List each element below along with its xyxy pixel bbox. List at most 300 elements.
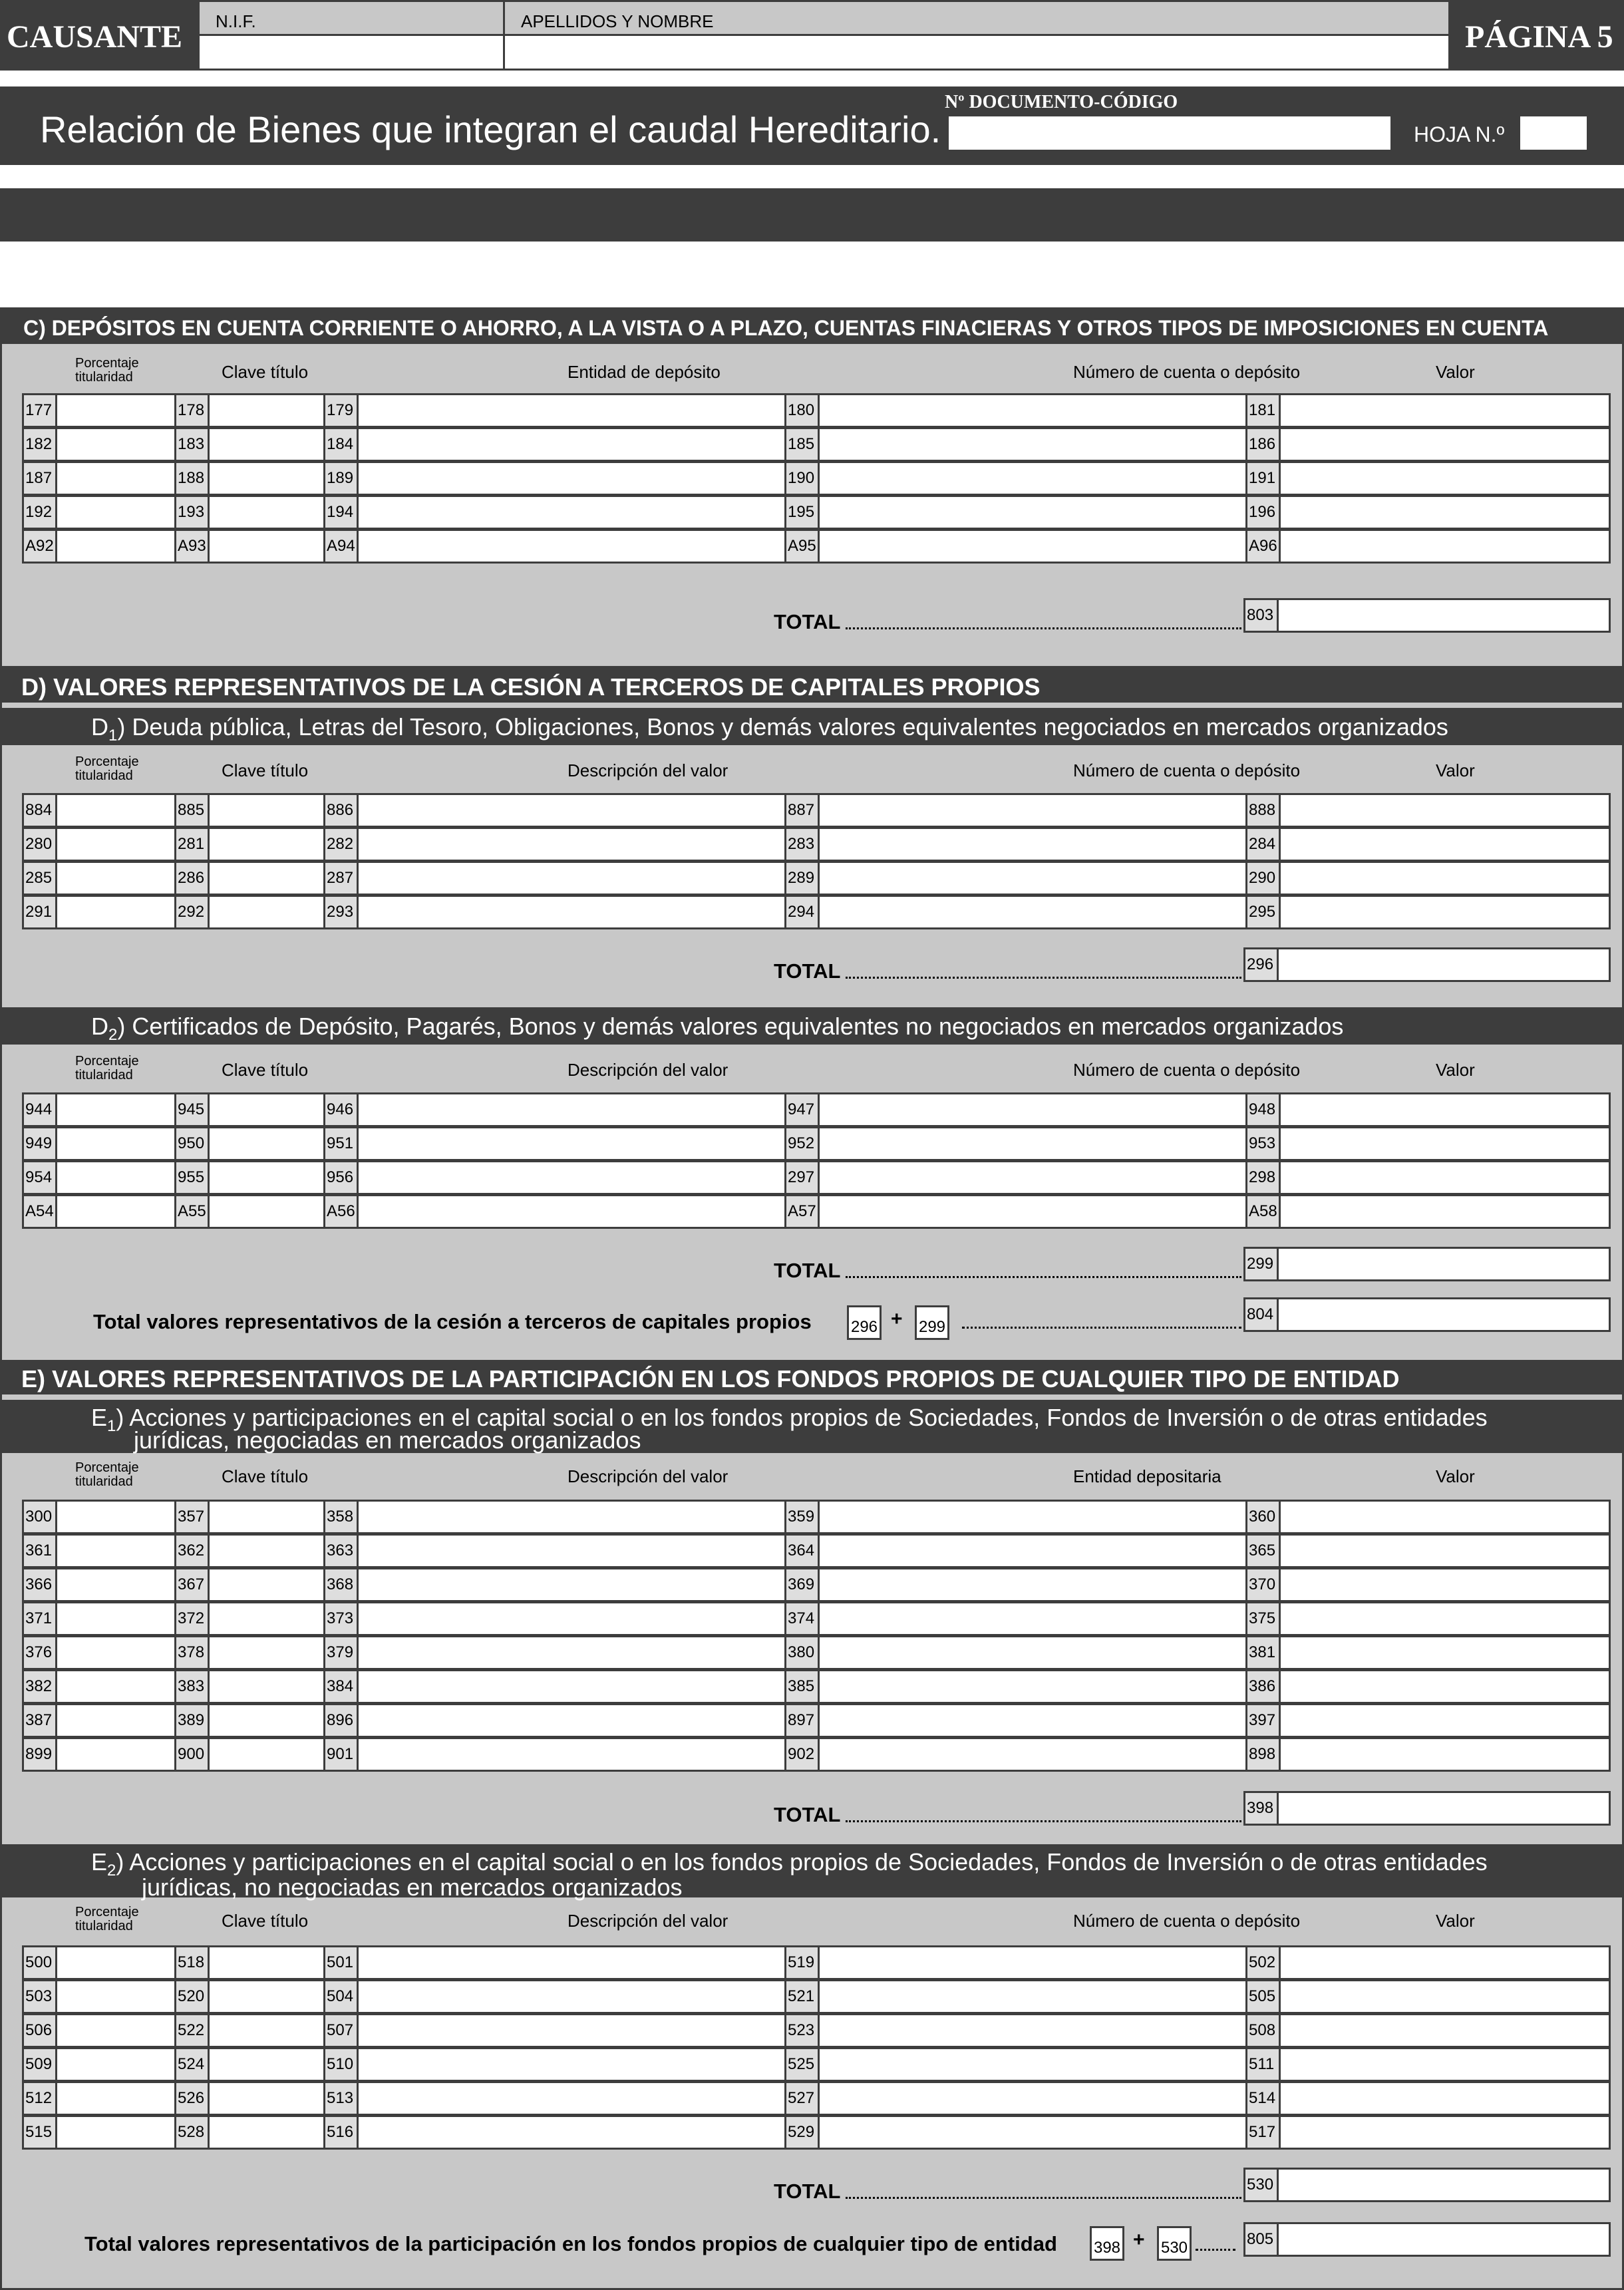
e2-row-3-code-4: 511	[1247, 2049, 1281, 2080]
c-row-1-field-2[interactable]	[323, 429, 786, 460]
e2-row-1-field-0[interactable]	[24, 1981, 174, 2012]
e2-row-1-field-1[interactable]	[174, 1981, 325, 2012]
d2-total-label: TOTAL	[774, 1259, 841, 1282]
c-total-field[interactable]	[1243, 598, 1611, 633]
blank-bar	[0, 188, 1624, 242]
d1-row-2-field-2[interactable]	[323, 863, 786, 894]
e2-row-0-code-1: 518	[176, 1947, 210, 1978]
e2-col-header-0: Porcentaje titularidad	[75, 1905, 139, 1933]
c-row-2-field-3[interactable]	[784, 463, 1247, 494]
section-e1-text: ) Acciones y participaciones en el capital social o en los fondos propios de Sociedades, Fondos de Inversión o de otras entidades	[116, 1404, 1488, 1431]
e2-col-header-4: Valor	[1436, 1911, 1475, 1931]
e1-row-2-code-3: 369	[786, 1569, 820, 1600]
c-row-1-field-1[interactable]	[174, 429, 325, 460]
e2-row-5-field-0[interactable]	[24, 2117, 174, 2148]
name-header	[503, 0, 1450, 36]
c-row-4-code-2: A94	[325, 531, 359, 562]
d2-row-2-field-3[interactable]	[784, 1162, 1247, 1193]
e1-row-7-code-4: 898	[1247, 1739, 1281, 1770]
doc-code-label: Nº DOCUMENTO-CÓDIGO	[945, 92, 1178, 112]
d1-row-2-code-1: 286	[176, 863, 210, 894]
d2-table-row	[22, 1126, 1611, 1161]
e1-row-0-code-1: 357	[176, 1502, 210, 1532]
e2-row-4-field-3[interactable]	[784, 2083, 1247, 2114]
e2-row-5-field-2[interactable]	[323, 2117, 786, 2148]
e1-row-5-code-3: 385	[786, 1671, 820, 1702]
e2-row-5-field-4[interactable]	[1245, 2117, 1615, 2148]
d2-row-0-field-2[interactable]	[323, 1094, 786, 1125]
c-col-header-0: Porcentaje titularidad	[75, 356, 139, 385]
c-row-3-field-4[interactable]	[1245, 497, 1615, 528]
e1-row-0-code-0: 300	[24, 1502, 57, 1532]
e2-row-0-code-4: 502	[1247, 1947, 1281, 1978]
section-d1-title	[91, 713, 1448, 745]
e1-row-7-field-0[interactable]	[24, 1739, 174, 1770]
d2-row-1-code-4: 953	[1247, 1128, 1281, 1159]
e1-row-0-field-3[interactable]	[784, 1502, 1247, 1532]
e1-row-0-field-0[interactable]	[24, 1502, 174, 1532]
e1-row-6-code-1: 389	[176, 1705, 210, 1736]
e1-table-row	[22, 1669, 1611, 1704]
d1-row-0-code-3: 887	[786, 795, 820, 826]
e1-row-6-field-0[interactable]	[24, 1705, 174, 1736]
c-row-3-field-1[interactable]	[174, 497, 325, 528]
e1-total-field[interactable]	[1243, 1791, 1611, 1826]
d1-row-0-code-1: 885	[176, 795, 210, 826]
e2-col-header-1: Clave título	[222, 1911, 309, 1931]
e2-row-2-field-0[interactable]	[24, 2015, 174, 2046]
banner-title: Relación de Bienes que integran el caudal Hereditario.	[40, 108, 941, 150]
d1-row-3-code-2: 293	[325, 897, 359, 927]
d1-total-code: 296	[1245, 949, 1279, 980]
d-grand-total-label: Total valores representativos de la cesión a terceros de capitales propios	[93, 1310, 812, 1333]
d2-row-3-code-3: A57	[786, 1196, 820, 1227]
e2-row-5-code-1: 528	[176, 2117, 210, 2148]
e2-row-4-field-2[interactable]	[323, 2083, 786, 2114]
d2-row-3-code-1: A55	[176, 1196, 210, 1227]
e1-row-5-code-1: 383	[176, 1671, 210, 1702]
d2-col-header-2: Descripción del valor	[568, 1060, 729, 1080]
c-row-4-field-2[interactable]	[323, 531, 786, 562]
d1-row-3-code-4: 295	[1247, 897, 1281, 927]
d1-col-header-4: Valor	[1436, 760, 1475, 780]
e2-row-3-field-4[interactable]	[1245, 2049, 1615, 2080]
d1-row-1-field-2[interactable]	[323, 829, 786, 860]
e1-table-row	[22, 1567, 1611, 1602]
e1-row-4-code-2: 379	[325, 1637, 359, 1668]
d2-row-1-field-4[interactable]	[1245, 1128, 1615, 1159]
e2-row-5-code-0: 515	[24, 2117, 57, 2148]
nif-header	[198, 0, 505, 36]
d1-table-row	[22, 861, 1611, 896]
e1-row-4-field-4[interactable]	[1245, 1637, 1615, 1668]
e1-row-6-field-4[interactable]	[1245, 1705, 1615, 1736]
section-d1-sub: 1	[108, 727, 118, 745]
e1-row-3-field-0[interactable]	[24, 1603, 174, 1634]
e2-row-4-code-3: 527	[786, 2083, 820, 2114]
e2-row-4-field-1[interactable]	[174, 2083, 325, 2114]
d2-row-1-code-2: 951	[325, 1128, 359, 1159]
e1-row-3-field-3[interactable]	[784, 1603, 1247, 1634]
hoja-field[interactable]	[1520, 116, 1587, 150]
d1-row-2-field-3[interactable]	[784, 863, 1247, 894]
e2-table-row	[22, 1979, 1611, 2014]
c-row-0-field-3[interactable]	[784, 395, 1247, 426]
e2-row-5-field-1[interactable]	[174, 2117, 325, 2148]
c-row-2-code-2: 189	[325, 463, 359, 494]
e1-row-6-code-4: 397	[1247, 1705, 1281, 1736]
d2-row-1-field-3[interactable]	[784, 1128, 1247, 1159]
section-c	[0, 307, 1624, 668]
c-row-2-code-4: 191	[1247, 463, 1281, 494]
e1-total-code: 398	[1245, 1793, 1279, 1824]
c-table-row	[22, 461, 1611, 496]
nif-label: N.I.F.	[216, 11, 256, 31]
d2-row-3-field-0[interactable]	[24, 1196, 174, 1227]
d1-row-1-field-1[interactable]	[174, 829, 325, 860]
doc-code-field[interactable]	[949, 116, 1390, 150]
e2-row-5-code-4: 517	[1247, 2117, 1281, 2148]
d2-row-2-field-0[interactable]	[24, 1162, 174, 1193]
e2-table-row	[22, 2081, 1611, 2116]
e2-row-3-field-0[interactable]	[24, 2049, 174, 2080]
c-row-0-code-0: 177	[24, 395, 57, 426]
section-e1	[0, 1394, 1624, 1844]
d2-row-0-field-1[interactable]	[174, 1094, 325, 1125]
d1-row-3-code-3: 294	[786, 897, 820, 927]
e2-row-2-field-3[interactable]	[784, 2015, 1247, 2046]
e2-row-2-code-0: 506	[24, 2015, 57, 2046]
e2-row-0-field-0[interactable]	[24, 1947, 174, 1978]
e1-row-2-code-1: 367	[176, 1569, 210, 1600]
e2-row-5-code-3: 529	[786, 2117, 820, 2148]
d2-row-3-code-0: A54	[24, 1196, 57, 1227]
c-table-row	[22, 495, 1611, 530]
e1-row-1-field-1[interactable]	[174, 1536, 325, 1566]
c-row-3-code-0: 192	[24, 497, 57, 528]
d2-col-header-4: Valor	[1436, 1060, 1475, 1080]
e1-row-6-code-2: 896	[325, 1705, 359, 1736]
e1-row-6-field-2[interactable]	[323, 1705, 786, 1736]
section-e1-sub: 1	[107, 1417, 116, 1436]
d1-row-2-code-2: 287	[325, 863, 359, 894]
e1-row-4-field-3[interactable]	[784, 1637, 1247, 1668]
c-col-header-1: Clave título	[222, 362, 309, 382]
e2-row-1-field-4[interactable]	[1245, 1981, 1615, 2012]
e1-table-row	[22, 1635, 1611, 1670]
d2-row-3-field-3[interactable]	[784, 1196, 1247, 1227]
c-table-row	[22, 529, 1611, 564]
e1-row-2-field-3[interactable]	[784, 1569, 1247, 1600]
d2-row-0-code-1: 945	[176, 1094, 210, 1125]
e1-row-0-field-4[interactable]	[1245, 1502, 1615, 1532]
e2-row-0-code-3: 519	[786, 1947, 820, 1978]
d1-row-1-code-1: 281	[176, 829, 210, 860]
e1-row-1-code-0: 361	[24, 1536, 57, 1566]
e1-row-1-field-4[interactable]	[1245, 1536, 1615, 1566]
d2-col-header-1: Clave título	[222, 1060, 309, 1080]
d2-row-2-code-0: 954	[24, 1162, 57, 1193]
e2-row-0-field-1[interactable]	[174, 1947, 325, 1978]
c-row-4-field-4[interactable]	[1245, 531, 1615, 562]
c-row-0-field-2[interactable]	[323, 395, 786, 426]
d1-row-2-field-1[interactable]	[174, 863, 325, 894]
c-row-1-field-3[interactable]	[784, 429, 1247, 460]
e2-row-1-code-2: 504	[325, 1981, 359, 2012]
name-field[interactable]	[503, 34, 1450, 71]
c-row-2-code-3: 190	[786, 463, 820, 494]
e1-row-6-field-1[interactable]	[174, 1705, 325, 1736]
e2-row-3-field-3[interactable]	[784, 2049, 1247, 2080]
d2-row-0-field-3[interactable]	[784, 1094, 1247, 1125]
d2-row-1-field-2[interactable]	[323, 1128, 786, 1159]
e1-table-row	[22, 1601, 1611, 1636]
d1-row-3-field-2[interactable]	[323, 897, 786, 927]
e1-row-2-code-2: 368	[325, 1569, 359, 1600]
d1-total-label: TOTAL	[774, 959, 841, 983]
nif-field[interactable]	[198, 34, 505, 71]
d2-row-2-field-2[interactable]	[323, 1162, 786, 1193]
e1-col-header-4: Valor	[1436, 1466, 1475, 1486]
d1-row-3-field-0[interactable]	[24, 897, 174, 927]
e1-row-5-field-3[interactable]	[784, 1671, 1247, 1702]
e1-row-7-field-2[interactable]	[323, 1739, 786, 1770]
c-row-2-field-2[interactable]	[323, 463, 786, 494]
e1-row-7-code-0: 899	[24, 1739, 57, 1770]
e1-row-7-field-3[interactable]	[784, 1739, 1247, 1770]
d1-row-3-field-3[interactable]	[784, 897, 1247, 927]
hoja-label: HOJA N.º	[1414, 122, 1505, 146]
d2-row-1-code-3: 952	[786, 1128, 820, 1159]
d2-total-field[interactable]	[1243, 1247, 1611, 1281]
d2-row-0-code-2: 946	[325, 1094, 359, 1125]
c-row-4-field-0[interactable]	[24, 531, 174, 562]
e1-row-0-code-2: 358	[325, 1502, 359, 1532]
e2-row-1-code-4: 505	[1247, 1981, 1281, 2012]
d1-row-3-code-1: 292	[176, 897, 210, 927]
d2-row-0-field-4[interactable]	[1245, 1094, 1615, 1125]
d1-row-3-field-1[interactable]	[174, 897, 325, 927]
e1-row-5-code-2: 384	[325, 1671, 359, 1702]
d2-row-1-field-0[interactable]	[24, 1128, 174, 1159]
c-row-0-field-4[interactable]	[1245, 395, 1615, 426]
c-row-0-code-2: 179	[325, 395, 359, 426]
e2-row-5-code-2: 516	[325, 2117, 359, 2148]
e1-col-header-3: Entidad depositaria	[1073, 1466, 1221, 1486]
e2-row-1-code-0: 503	[24, 1981, 57, 2012]
e2-table-row	[22, 2115, 1611, 2150]
e1-row-5-field-2[interactable]	[323, 1671, 786, 1702]
c-total-label: TOTAL	[774, 610, 841, 633]
e2-row-4-field-4[interactable]	[1245, 2083, 1615, 2114]
section-d2	[0, 1007, 1624, 1360]
section-d2-prefix: D	[91, 1013, 108, 1040]
e-grand-total-field[interactable]	[1243, 2222, 1611, 2257]
e1-row-0-field-1[interactable]	[174, 1502, 325, 1532]
e1-row-2-field-1[interactable]	[174, 1569, 325, 1600]
c-row-3-code-2: 194	[325, 497, 359, 528]
e2-row-5-field-3[interactable]	[784, 2117, 1247, 2148]
e2-row-3-code-1: 524	[176, 2049, 210, 2080]
e1-row-1-field-3[interactable]	[784, 1536, 1247, 1566]
e2-table-row	[22, 2047, 1611, 2082]
e1-row-2-field-4[interactable]	[1245, 1569, 1615, 1600]
e1-total-label: TOTAL	[774, 1803, 841, 1826]
e1-row-3-field-4[interactable]	[1245, 1603, 1615, 1634]
e1-row-6-code-0: 387	[24, 1705, 57, 1736]
e1-row-1-field-2[interactable]	[323, 1536, 786, 1566]
d2-row-1-code-0: 949	[24, 1128, 57, 1159]
e2-row-1-code-1: 520	[176, 1981, 210, 2012]
d1-col-header-0: Porcentaje titularidad	[75, 754, 139, 783]
d1-row-1-field-3[interactable]	[784, 829, 1247, 860]
c-row-0-code-4: 181	[1247, 395, 1281, 426]
d2-row-3-field-4[interactable]	[1245, 1196, 1615, 1227]
e1-row-5-field-1[interactable]	[174, 1671, 325, 1702]
e2-row-3-field-1[interactable]	[174, 2049, 325, 2080]
e1-row-7-field-4[interactable]	[1245, 1739, 1615, 1770]
d1-row-2-field-0[interactable]	[24, 863, 174, 894]
c-row-3-field-0[interactable]	[24, 497, 174, 528]
e2-total-field[interactable]	[1243, 2168, 1611, 2202]
d1-row-2-field-4[interactable]	[1245, 863, 1615, 894]
e-grand-dots	[1196, 2247, 1235, 2251]
e1-row-1-code-3: 364	[786, 1536, 820, 1566]
d1-row-0-field-0[interactable]	[24, 795, 174, 826]
d1-total-field[interactable]	[1243, 947, 1611, 982]
e2-row-2-code-2: 507	[325, 2015, 359, 2046]
d1-row-0-field-4[interactable]	[1245, 795, 1615, 826]
d1-row-0-field-3[interactable]	[784, 795, 1247, 826]
page-label: PÁGINA 5	[1465, 19, 1613, 55]
section-e2-title-bar	[2, 1844, 1622, 1901]
c-row-1-code-0: 182	[24, 429, 57, 460]
d1-row-1-field-4[interactable]	[1245, 829, 1615, 860]
section-d2-title	[91, 1013, 1343, 1045]
e1-row-7-field-1[interactable]	[174, 1739, 325, 1770]
e2-row-1-field-2[interactable]	[323, 1981, 786, 2012]
c-row-0-field-0[interactable]	[24, 395, 174, 426]
d2-table-row	[22, 1160, 1611, 1195]
d2-total-code: 299	[1245, 1249, 1279, 1279]
e2-row-4-code-2: 513	[325, 2083, 359, 2114]
e2-total-code: 530	[1245, 2170, 1279, 2200]
d2-row-3-field-1[interactable]	[174, 1196, 325, 1227]
d1-row-0-code-4: 888	[1247, 795, 1281, 826]
d1-row-0-field-2[interactable]	[323, 795, 786, 826]
e2-row-0-field-4[interactable]	[1245, 1947, 1615, 1978]
e1-row-3-field-2[interactable]	[323, 1603, 786, 1634]
e1-row-4-field-0[interactable]	[24, 1637, 174, 1668]
e1-row-4-code-1: 378	[176, 1637, 210, 1668]
d2-row-1-field-1[interactable]	[174, 1128, 325, 1159]
c-row-0-code-3: 180	[786, 395, 820, 426]
section-e-title-bar	[0, 1360, 1624, 1394]
d2-row-2-field-1[interactable]	[174, 1162, 325, 1193]
c-row-3-field-2[interactable]	[323, 497, 786, 528]
e2-col-header-3: Número de cuenta o depósito	[1073, 1911, 1301, 1931]
e-grand-ref-b: 530	[1157, 2226, 1192, 2261]
e2-row-3-code-3: 525	[786, 2049, 820, 2080]
d1-row-3-code-0: 291	[24, 897, 57, 927]
e1-row-3-field-1[interactable]	[174, 1603, 325, 1634]
d1-table-row	[22, 895, 1611, 929]
d2-row-3-field-2[interactable]	[323, 1196, 786, 1227]
e1-row-3-code-1: 372	[176, 1603, 210, 1634]
d-grand-total-field[interactable]	[1243, 1297, 1611, 1332]
section-e2-prefix: E	[91, 1848, 108, 1876]
section-c-title: C) DEPÓSITOS EN CUENTA CORRIENTE O AHORRO, A LA VISTA O A PLAZO, CUENTAS FINACIERAS Y OTROS TIPOS DE IMPOSICIONES EN CUENTA	[23, 316, 1549, 340]
c-row-2-code-0: 187	[24, 463, 57, 494]
d2-row-0-code-4: 948	[1247, 1094, 1281, 1125]
section-d-title-bar	[0, 668, 1624, 703]
e2-row-0-field-3[interactable]	[784, 1947, 1247, 1978]
d2-row-2-code-2: 956	[325, 1162, 359, 1193]
e1-row-5-field-4[interactable]	[1245, 1671, 1615, 1702]
e1-row-0-field-2[interactable]	[323, 1502, 786, 1532]
e2-row-3-field-2[interactable]	[323, 2049, 786, 2080]
e1-row-4-field-1[interactable]	[174, 1637, 325, 1668]
e2-row-2-field-1[interactable]	[174, 2015, 325, 2046]
d1-row-1-field-0[interactable]	[24, 829, 174, 860]
e2-row-2-code-3: 523	[786, 2015, 820, 2046]
e-grand-plus: +	[1133, 2229, 1145, 2251]
e1-row-5-field-0[interactable]	[24, 1671, 174, 1702]
c-row-2-field-1[interactable]	[174, 463, 325, 494]
c-row-3-code-3: 195	[786, 497, 820, 528]
e2-row-0-field-2[interactable]	[323, 1947, 786, 1978]
e2-row-1-field-3[interactable]	[784, 1981, 1247, 2012]
d1-row-0-field-1[interactable]	[174, 795, 325, 826]
c-row-4-field-3[interactable]	[784, 531, 1247, 562]
e2-row-2-field-4[interactable]	[1245, 2015, 1615, 2046]
c-row-4-field-1[interactable]	[174, 531, 325, 562]
c-row-2-field-0[interactable]	[24, 463, 174, 494]
d2-row-2-field-4[interactable]	[1245, 1162, 1615, 1193]
e1-row-4-field-2[interactable]	[323, 1637, 786, 1668]
c-row-2-field-4[interactable]	[1245, 463, 1615, 494]
c-row-1-field-0[interactable]	[24, 429, 174, 460]
c-row-3-field-3[interactable]	[784, 497, 1247, 528]
section-e1-title-l2: jurídicas, negociadas en mercados organizados	[134, 1426, 641, 1454]
e1-row-2-field-2[interactable]	[323, 1569, 786, 1600]
d2-row-0-field-0[interactable]	[24, 1094, 174, 1125]
section-e2	[0, 1844, 1624, 2290]
c-row-1-code-3: 185	[786, 429, 820, 460]
d1-row-1-code-3: 283	[786, 829, 820, 860]
e1-row-6-field-3[interactable]	[784, 1705, 1247, 1736]
e2-row-4-field-0[interactable]	[24, 2083, 174, 2114]
e2-row-2-field-2[interactable]	[323, 2015, 786, 2046]
e1-row-3-code-4: 375	[1247, 1603, 1281, 1634]
c-row-0-field-1[interactable]	[174, 395, 325, 426]
d1-row-2-code-4: 290	[1247, 863, 1281, 894]
d1-table-row	[22, 793, 1611, 828]
e1-row-2-code-0: 366	[24, 1569, 57, 1600]
d1-row-3-field-4[interactable]	[1245, 897, 1615, 927]
c-table-row	[22, 427, 1611, 462]
e2-row-3-code-2: 510	[325, 2049, 359, 2080]
e1-row-0-code-4: 360	[1247, 1502, 1281, 1532]
e1-row-1-field-0[interactable]	[24, 1536, 174, 1566]
c-row-4-code-1: A93	[176, 531, 210, 562]
d-grand-ref-b: 299	[915, 1305, 949, 1340]
d2-total-dots	[846, 1275, 1241, 1278]
c-row-1-field-4[interactable]	[1245, 429, 1615, 460]
d2-row-2-code-1: 955	[176, 1162, 210, 1193]
e1-row-2-field-0[interactable]	[24, 1569, 174, 1600]
e1-row-1-code-2: 363	[325, 1536, 359, 1566]
